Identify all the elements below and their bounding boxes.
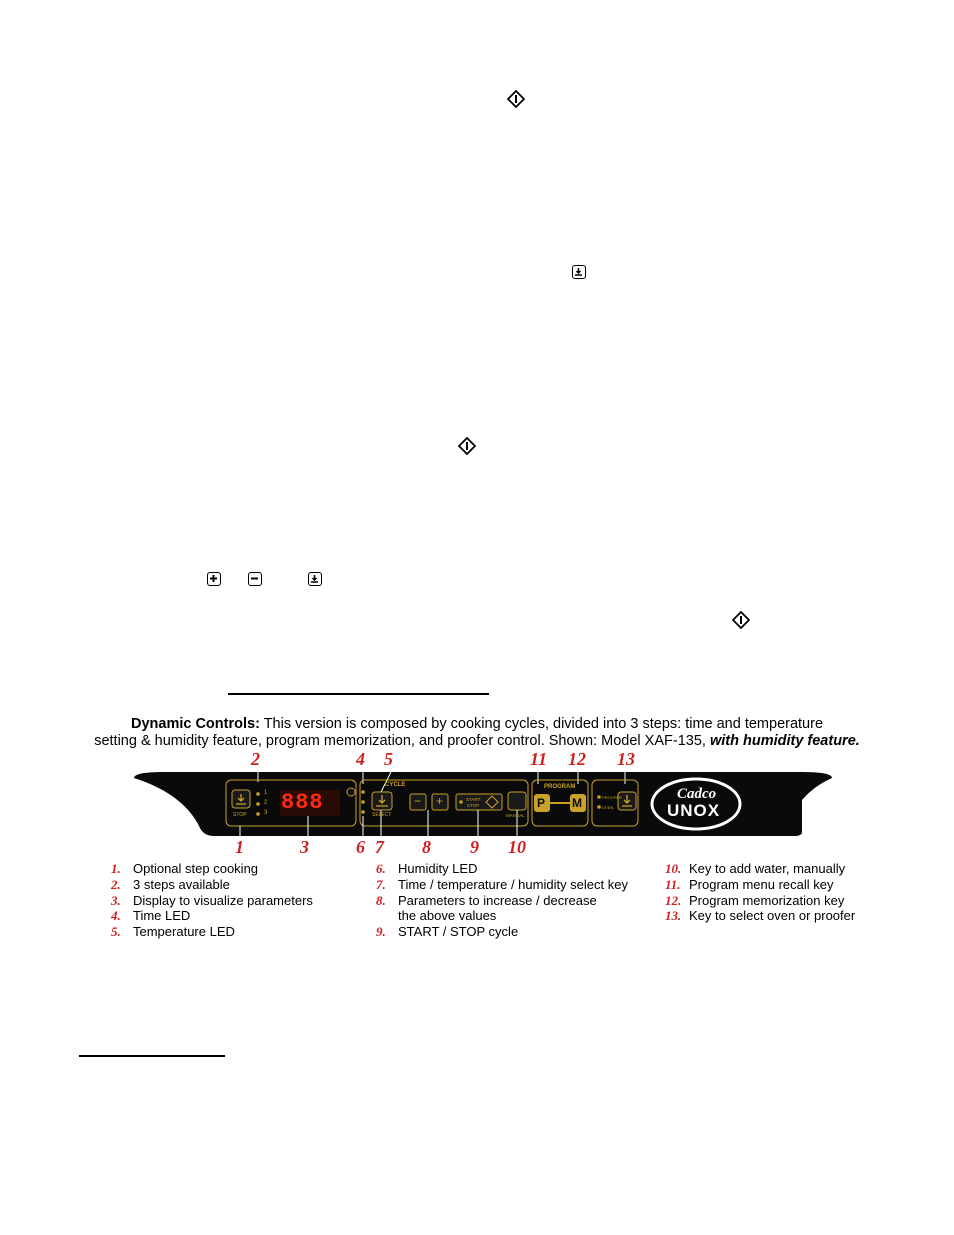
callout-11: 11: [530, 749, 548, 769]
legend-item: 4. Time LED: [111, 908, 191, 924]
legend-item: 2. 3 steps available: [111, 876, 230, 892]
brand-logo-top: Cadco: [677, 786, 717, 802]
legend-item: 8. Parameters to increase / decrease: [376, 892, 597, 908]
legend-item: 6. Humidity LED: [376, 861, 478, 876]
manual-label: MANUAL: [506, 813, 525, 818]
callout-6: 6: [356, 837, 365, 857]
callout-13: 13: [617, 749, 635, 769]
start-stop-icon: [507, 90, 525, 108]
stop2-label: STOP: [467, 803, 480, 808]
legend-item: the above values: [398, 908, 497, 924]
legend-item: 11. Program menu recall key: [665, 876, 834, 892]
legend-col-3: [665, 861, 855, 924]
heading-underline: [79, 1055, 225, 1057]
legend-col-2: [376, 861, 628, 940]
start-label: START: [466, 797, 481, 802]
legend-item: 1. Optional step cooking: [111, 861, 259, 876]
callout-10: 10: [508, 837, 526, 857]
brand-logo-bottom: UNOX: [667, 801, 721, 820]
steps-labels: [264, 788, 267, 818]
step-1-label: 1: [264, 790, 268, 796]
legend-item: 5. Temperature LED: [111, 924, 235, 940]
figure-caption: [0, 716, 954, 750]
legend-col-1: [111, 861, 313, 940]
callout-8: 8: [422, 837, 431, 857]
start-stop-icon: [458, 437, 476, 455]
callout-7: 7: [375, 837, 384, 857]
plus-button[interactable]: +: [436, 794, 444, 808]
callout-1: 1: [235, 837, 244, 857]
caption-title: Dynamic Controls:: [130, 716, 260, 732]
callout-3: 3: [300, 837, 309, 857]
memory-key-icon: [308, 572, 322, 586]
step-3-label: 3: [264, 810, 268, 816]
caption-line1: This version is composed by cooking cycles, divided into 3 steps: time and temperature: [263, 716, 824, 732]
stop-label: STOP: [233, 812, 247, 818]
step-2-label: 2: [264, 800, 268, 806]
legend-item: 10. Key to add water, manually: [665, 861, 846, 876]
select-label: SELECT: [372, 812, 392, 818]
memory-key-icon: [572, 265, 586, 279]
callout-9: 9: [470, 837, 479, 857]
caption-emphasis: with humidity feature.: [709, 733, 860, 749]
callout-4: 4: [356, 749, 365, 769]
proofer-label: PROOFER: [602, 795, 622, 800]
callout-12: 12: [568, 749, 586, 769]
heading-underline: [228, 693, 489, 695]
minus-key-icon: [248, 572, 262, 586]
program-memorize-key[interactable]: M: [572, 796, 582, 810]
plus-key-icon: [207, 572, 221, 586]
legend-item: 9. START / STOP cycle: [376, 924, 519, 940]
oven-label: OVEN: [602, 805, 614, 810]
program-recall-key[interactable]: P: [537, 796, 546, 810]
legend-item: 7. Time / temperature / humidity select key: [376, 876, 628, 892]
legend-item: 3. Display to visualize parameters: [111, 892, 313, 908]
caption-line2: setting & humidity feature, program memorization, and proofer control. Shown: Model XAF-135,: [94, 733, 706, 749]
start-stop-icon: [732, 611, 750, 629]
callout-5: 5: [384, 749, 393, 769]
cycle-label: CYCLE: [385, 782, 406, 788]
legend-item: 12. Program memorization key: [665, 892, 845, 908]
control-panel: [134, 770, 832, 838]
program-label: PROGRAM: [544, 784, 576, 790]
step-display: 888: [281, 790, 324, 815]
minus-button[interactable]: −: [414, 794, 422, 808]
callout-2: 2: [251, 749, 260, 769]
legend-item: 13. Key to select oven or proofer: [665, 908, 856, 924]
